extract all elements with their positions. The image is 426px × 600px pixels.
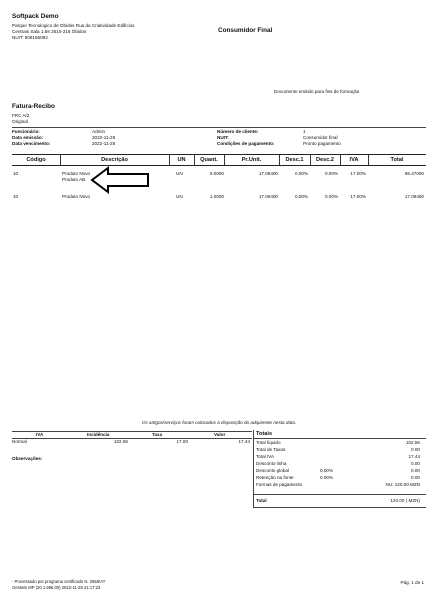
- col-codigo: Código: [26, 157, 46, 163]
- items-table-header: [12, 154, 426, 166]
- cell-codigo: 10: [13, 194, 19, 199]
- value-condicoes-pagamento: Pronto pagamento: [303, 141, 341, 146]
- vat-row-valor: 17.44: [238, 439, 250, 444]
- totals-value: 0.00: [411, 447, 420, 452]
- table-row: [12, 170, 426, 190]
- customer-title: Consumidor Final: [218, 27, 273, 34]
- totals-left-border: [253, 430, 254, 508]
- col-total: Total: [390, 157, 404, 163]
- totals-value: 0.00: [411, 461, 420, 466]
- cell-codigo: 10: [13, 171, 19, 176]
- col-desc2: Desc.2: [315, 157, 335, 163]
- cell-desc2: 0.00%: [324, 171, 338, 176]
- document-type: Fatura-Recibo: [12, 103, 55, 110]
- document-copy: Original: [12, 119, 28, 124]
- grand-total-value: 120.00 ( MZN): [390, 498, 420, 503]
- cell-un: UN: [176, 171, 183, 176]
- label-nuit: NUIT:: [217, 135, 229, 140]
- totals-bottom-line: [253, 507, 426, 508]
- value-funcionario: Admin: [92, 129, 106, 134]
- vat-row-taxa: 17.00: [176, 439, 188, 444]
- totals-value: 102.56: [405, 440, 420, 445]
- cell-quant: 5.0000: [209, 171, 224, 176]
- col-un: UN: [177, 157, 186, 163]
- cell-desc1: 0.00%: [294, 171, 308, 176]
- label-funcionario: Funcionário:: [12, 129, 40, 134]
- footer-page-number: Pág. 1 de 1: [400, 580, 424, 585]
- vat-col-incidencia: Incidência: [87, 432, 110, 437]
- cell-descricao: Produto Novo: [62, 171, 91, 176]
- value-numero-cliente: 1: [303, 129, 306, 134]
- company-nuit: NUIT: 508156092: [12, 35, 48, 40]
- vat-row-incidencia: 102.56: [113, 439, 128, 444]
- training-note: Documento emitido para fins de formação: [274, 89, 360, 94]
- totals-title: Totais: [256, 431, 273, 437]
- col-quant: Quant.: [200, 157, 218, 163]
- col-pr-unit: Pr.Unit.: [241, 157, 262, 163]
- vat-col-taxa: Taxa: [152, 432, 163, 437]
- label-condicoes-pagamento: Condições de pagamento:: [217, 141, 275, 146]
- totals-value: NU: 120.00 MZN: [385, 482, 420, 487]
- company-name: Softpack Demo: [12, 13, 59, 20]
- cell-pr-unit: 17.09400: [258, 171, 278, 176]
- vat-row-type: Normal: [12, 439, 27, 444]
- cell-desc2: 0.00%: [324, 194, 338, 199]
- totals-label: Total líquido: [256, 440, 281, 445]
- totals-value: 0.00: [411, 475, 420, 480]
- cell-pr-unit: 17.09400: [258, 194, 278, 199]
- grand-total-line: [253, 494, 426, 495]
- grand-total-label: Total: [256, 498, 267, 503]
- company-address-line1: Parque Tecnologico de Obidos Rua da Criatividade Edificios: [12, 23, 135, 28]
- vat-col-iva: IVA: [36, 432, 44, 437]
- table-row: [12, 193, 426, 203]
- cell-descricao-extra: Produto AB: [62, 177, 86, 182]
- col-descricao: Descrição: [101, 157, 128, 163]
- label-data-vencimento: Data vencimento:: [12, 141, 51, 146]
- totals-mid: 0.00%: [320, 468, 334, 473]
- left-arrow-icon: [90, 165, 152, 195]
- company-address-line2: Centrais Sala 1.68 2510-216 Óbidos: [12, 29, 87, 34]
- header-divider: [12, 127, 426, 128]
- cell-quant: 1.0000: [209, 194, 224, 199]
- totals-label: Total de Taxas: [256, 447, 286, 452]
- cell-desc1: 0.00%: [294, 194, 308, 199]
- label-numero-cliente: Número de cliente:: [217, 129, 259, 134]
- cell-iva: 17.00%: [350, 171, 366, 176]
- cell-iva: 17.00%: [350, 194, 366, 199]
- label-data-emissao: Data emissão:: [12, 135, 44, 140]
- totals-label: Retenção na fonte: [256, 475, 294, 480]
- totals-mid: 0.00%: [320, 475, 334, 480]
- cell-total: 85.47000: [404, 171, 424, 176]
- document-number: FRC A/2: [12, 113, 30, 118]
- value-data-vencimento: 2022-11-28: [92, 141, 116, 146]
- totals-label: Desconto linha: [256, 461, 287, 466]
- totals-label: Desconto global: [256, 468, 289, 473]
- col-desc1: Desc.1: [285, 157, 304, 163]
- cell-total: 17.09400: [404, 194, 424, 199]
- footer-software: Gestwin MP (20.1.956.00) 2022-11-28 21:17:23: [12, 585, 101, 590]
- observations-label: Observações:: [12, 456, 43, 461]
- col-iva: IVA: [349, 157, 359, 163]
- value-nuit: Consumidor final: [303, 135, 338, 140]
- totals-title-line: [253, 438, 426, 439]
- cell-descricao: Produto Novo: [62, 194, 91, 199]
- vat-col-valor: Valor: [214, 432, 226, 437]
- availability-note: Os artigos/serviços foram colocados à disposição do adquirente nesta data.: [141, 420, 297, 425]
- totals-value: 0.00: [411, 468, 420, 473]
- totals-label: Formas de pagamento: [256, 482, 303, 487]
- value-data-emissao: 2022-11-28: [92, 135, 116, 140]
- cell-un: UN: [176, 194, 183, 199]
- totals-value: 17.44: [408, 454, 420, 459]
- totals-label: Total IVA: [256, 454, 275, 459]
- footer-certification: - Processado por programa certificado N. 2658/AT: [12, 579, 106, 584]
